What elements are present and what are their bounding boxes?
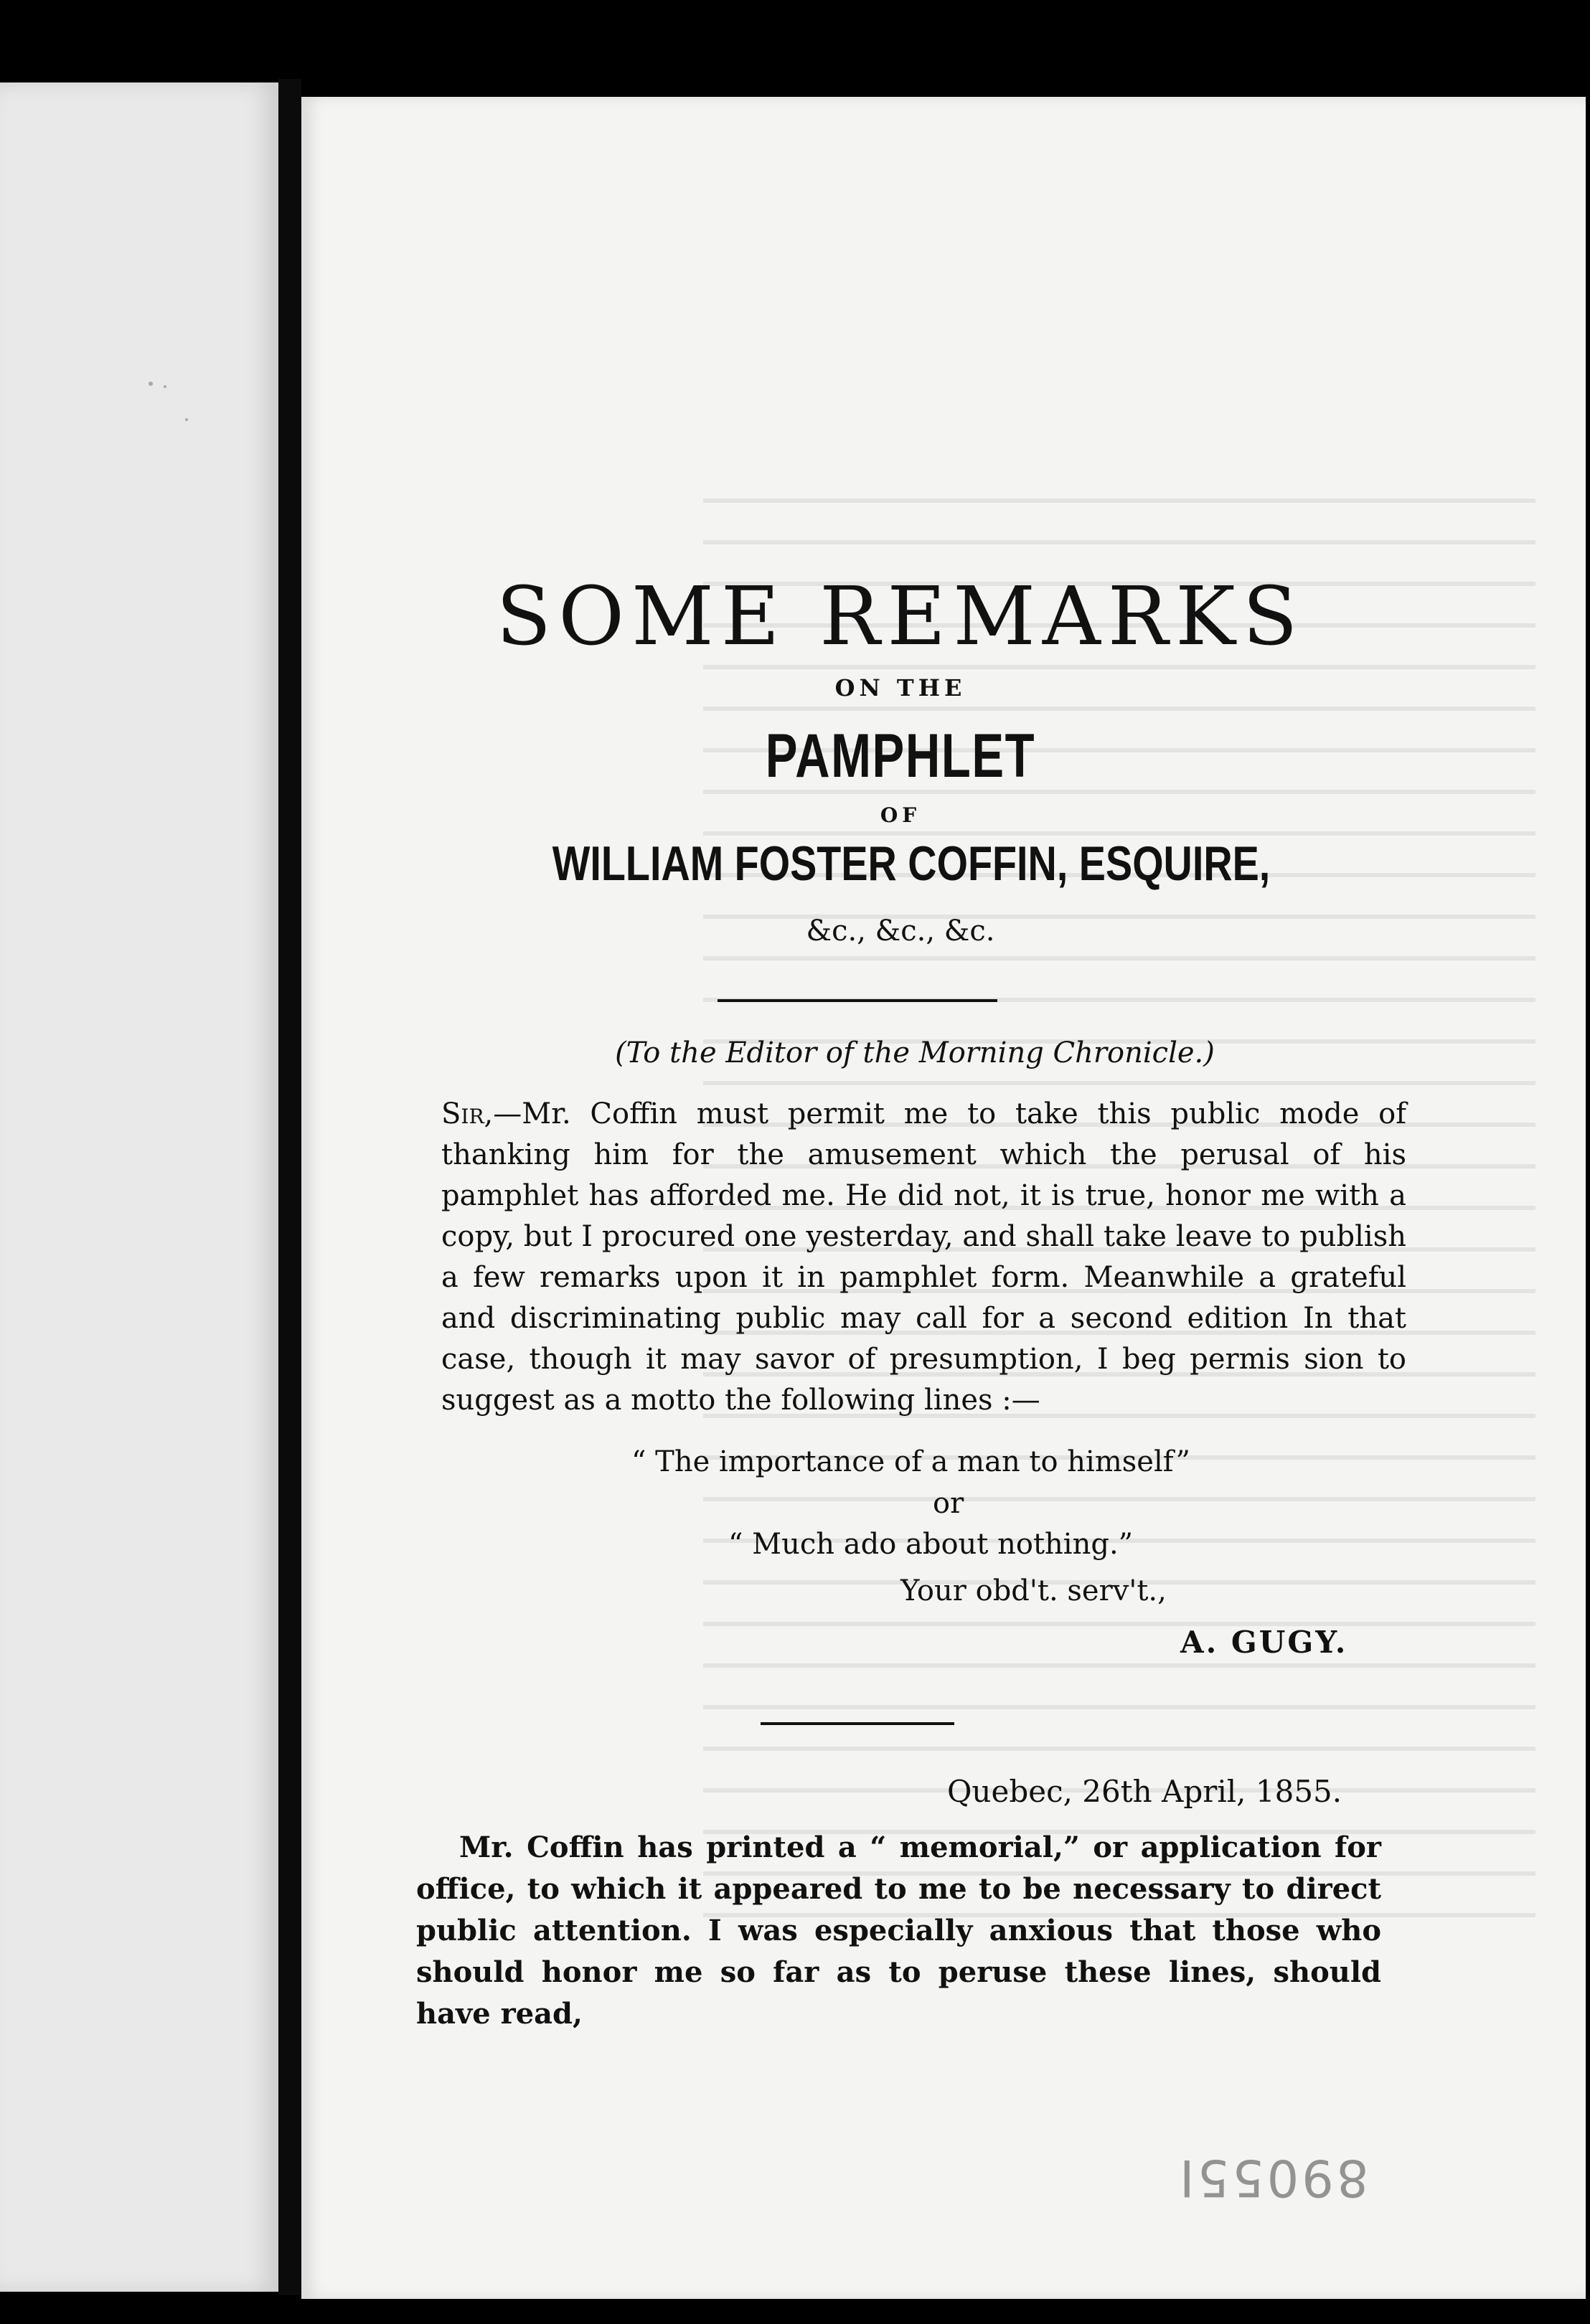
page-smudge-marks <box>136 355 222 499</box>
dateline: Quebec, 26th April, 1855. <box>947 1774 1342 1809</box>
divider-rule <box>718 999 997 1002</box>
title-on-the: ON THE <box>834 674 966 702</box>
title-etc: &c., &c., &c. <box>806 915 995 948</box>
letter-text: ,—Mr. Coffin must permit me to take this public mode of thanking him for the amusement which the perusal of his pamphlet has afforded me. He did not, it is true, honor me with a copy, but I procured one yesterday, and shall take leave to publish a few remarks upon it in pamphlet form. Meanwhile a grateful and discriminating public may call for a second edition In that case, though it may savor of presumption, I beg permis sion to suggest as a motto the following lines :— <box>441 1097 1406 1417</box>
document-page <box>301 97 1586 2299</box>
letter-salutation: Sir <box>441 1097 484 1130</box>
divider-rule-2 <box>761 1722 954 1725</box>
title-pamphlet: PAMPHLET <box>765 722 1036 790</box>
book-gutter <box>278 79 301 2295</box>
page-content <box>301 97 1586 2299</box>
letter-body <box>441 1094 1406 1421</box>
left-facing-page <box>0 82 278 2292</box>
title-main: SOME REMARKS <box>496 570 1305 663</box>
letter-signature: A. GUGY. <box>1180 1625 1348 1660</box>
body-paragraph <box>416 1827 1381 2035</box>
title-author-name: WILLIAM FOSTER COFFIN, ESQUIRE, <box>552 836 1271 891</box>
motto-quote-2: “ Much ado about nothing.” <box>728 1528 1134 1561</box>
motto-quote-1: “ The importance of a man to himself” <box>631 1445 1190 1478</box>
letter-heading: (To the Editor of the Morning Chronicle.) <box>615 1036 1215 1069</box>
catalog-number-stamp: 89055I <box>1177 2148 1369 2207</box>
title-of: OF <box>880 803 921 827</box>
letter-signoff: Your obd't. serv't., <box>900 1574 1167 1607</box>
motto-or: or <box>933 1487 964 1520</box>
body-paragraph-text: Mr. Coffin has printed a “ memorial,” or application for office, to which it appeared to me to be necessary to direct public attention. I was especially anxious that those who should honor me so far as to peruse these lines, should have read, <box>416 1831 1381 2031</box>
